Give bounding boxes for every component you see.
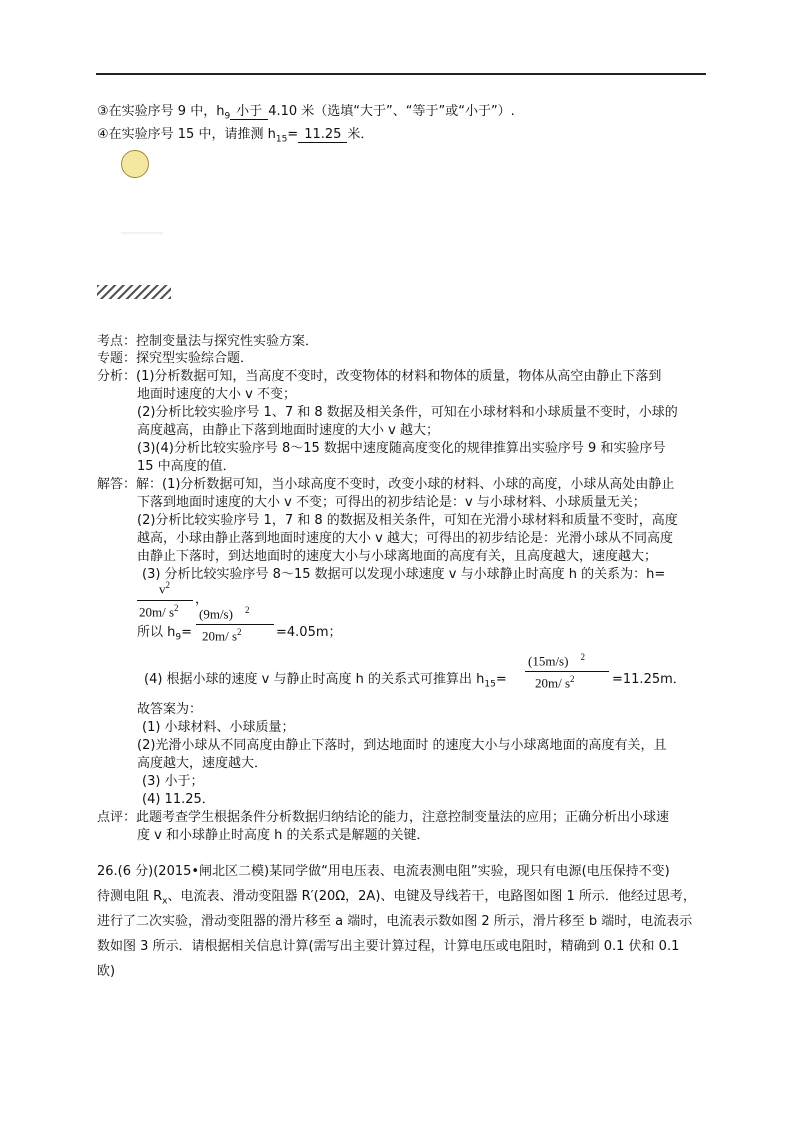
q26-l2-post: 、电流表、滑动变阻器 R′(20Ω，2A)、电键及导线若干，电路图如图 1 所示．他经过思考，	[167, 889, 696, 904]
analysis-zhuanti: 专题：探究型实验综合题．	[97, 351, 254, 366]
analysis-kaodian: 考点：控制变量法与探究性实验方案．	[97, 334, 319, 349]
solution-line-4: 越高，小球由静止落到地面时速度的大小 v 越大；可得出的初步结论是：光滑小球从不同高度	[137, 531, 673, 546]
formula-3-numerator	[528, 652, 585, 669]
comment-line-1: 点评：此题考查学生根据条件分析数据归纳结论的能力，注意控制变量法的应用；正确分析出小球速	[97, 810, 670, 825]
f3-den-text: 20m/ s	[535, 675, 571, 691]
question-26-line-5: 欧)	[97, 964, 116, 979]
question-26-line-1: 26.(6 分)(2015•闸北区二模)某同学做“用电压表、电流表测电阻”实验，现只有电源(电压保持不变)	[97, 864, 670, 879]
question-26-line-2	[97, 885, 696, 907]
ground-hatch-figure	[97, 285, 171, 299]
item-4-answer: 11.25	[298, 127, 347, 143]
solution-line-1: 解答：解：(1)分析数据可知，当小球高度不变时，改变小球的材料、小球的高度，小球从高处由静止	[97, 477, 675, 492]
formula-1-denominator	[139, 603, 179, 620]
f1-tail: ，	[195, 591, 209, 606]
f2-den-sup: 2	[237, 627, 242, 637]
item-3-subscript: 9	[224, 111, 231, 122]
answer-3: (3) 小于；	[142, 774, 204, 789]
analysis-line-2: 地面时速度的大小 v 不变；	[137, 387, 296, 402]
formula-2-numerator	[199, 605, 249, 622]
top-rule	[96, 73, 706, 75]
f1-num-sup: 2	[165, 580, 170, 590]
ball-figure	[121, 150, 149, 178]
answer-2-line-2: 高度越大，速度越大．	[137, 756, 268, 771]
so-pre: 所以 h	[137, 625, 176, 640]
analysis-line-6: 15 中高度的值．	[137, 459, 236, 474]
solution-line-2: 下落到地面时速度的大小 v 不变；可得出的初步结论是：v 与小球材料、小球质量无关；	[137, 495, 646, 510]
f3-den-sup: 2	[570, 674, 575, 684]
fraction-bar	[137, 600, 193, 601]
f1-den-text: 20m/ s	[139, 604, 175, 620]
analysis-line-1: 分析：(1)分析数据可知，当高度不变时，改变物体的材料和物体的质量，物体从高空由静止下落到	[97, 369, 662, 384]
l7-eq: =	[495, 672, 507, 687]
so-h9-prefix	[137, 621, 192, 643]
item-3-prefix: ③在实验序号 9 中，h	[97, 104, 225, 119]
q26-l2-sub: x	[162, 896, 168, 907]
fraction-bar	[525, 671, 609, 672]
so-eq: =	[181, 625, 193, 640]
solution-line-5: 由静止下落时，到达地面时的速度大小与小球离地面的高度有关，且高度越大，速度越大；	[137, 549, 658, 564]
analysis-line-4: 高度越高，由静止下落到地面时速度的大小 v 越大；	[137, 423, 439, 438]
item-3-suffix: 4.10 米（选填“大于”、“等于”或“小于”）.	[268, 104, 515, 119]
question-26-line-4: 数如图 3 所示．请根据相关信息计算(需写出主要计算过程，计算电压或电阻时，精确到 0.1 伏和 0.1	[97, 939, 680, 954]
f2-num-sup: 2	[244, 605, 250, 615]
q26-l2-pre: 待测电阻 R	[97, 889, 163, 904]
l7-sub: 15	[484, 679, 496, 690]
comment-line-2: 度 v 和小球静止时高度 h 的关系式是解题的关键．	[137, 828, 430, 843]
item-4-prefix: ④在实验序号 15 中，请推测 h	[97, 127, 276, 142]
item-4-line	[97, 123, 373, 145]
formula-2-denominator	[202, 627, 242, 644]
f1-num-text: v	[159, 581, 166, 597]
answer-4: (4) 11.25．	[142, 792, 215, 807]
so-sub: 9	[175, 632, 182, 643]
analysis-line-3: (2)分析比较实验序号 1、7 和 8 数据及相关条件，可知在小球材料和小球质量不变时，小球的	[137, 405, 678, 420]
solution-line-3: (2)分析比较实验序号 1，7 和 8 的数据及相关条件，可知在光滑小球材料和质量不变时，高度	[137, 513, 678, 528]
fraction-bar	[196, 624, 274, 625]
item-3-line	[97, 100, 515, 122]
item-4-eq: =	[287, 127, 299, 142]
figure-faint-line	[121, 232, 163, 234]
h15-result: =11.25m．	[612, 672, 686, 687]
formula-3-denominator	[535, 674, 575, 691]
item-3-answer: 小于	[230, 104, 268, 120]
f1-den-sup: 2	[174, 603, 179, 613]
item-4-suffix: 米．	[347, 127, 374, 142]
answer-1: (1) 小球材料、小球质量；	[142, 720, 295, 735]
f2-den-text: 20m/ s	[202, 628, 238, 644]
l7-pre: (4) 根据小球的速度 v 与静止时高度 h 的关系式可推算出 h	[144, 672, 485, 687]
solution-part-4	[144, 668, 507, 690]
answer-2-line-1: (2)光滑小球从不同高度由静止下落时，到达地面时 的速度大小与小球离地面的高度有关，且	[137, 738, 667, 753]
question-26-line-3: 进行了二次实验，滑动变阻器的滑片移至 a 端时，电流表示数如图 2 所示，滑片移至 b 端时，电流表示	[97, 914, 693, 929]
item-4-subscript: 15	[275, 134, 288, 145]
formula-1-numerator	[159, 580, 170, 597]
analysis-line-5: (3)(4)分析比较实验序号 8～15 数据中速度随高度变化的规律推算出实验序号 9 和实验序号	[137, 441, 666, 456]
f3-num-text: (15m/s)	[528, 653, 569, 669]
h9-result: =4.05m；	[276, 625, 342, 640]
f2-num-text: (9m/s)	[199, 606, 233, 622]
answers-title: 故答案为：	[137, 702, 203, 717]
f3-num-sup: 2	[580, 652, 585, 662]
solution-line-6: (3) 分析比较实验序号 8～15 数据可以发现小球速度 v 与小球静止时高度 h 的关系为：h=	[142, 567, 666, 582]
